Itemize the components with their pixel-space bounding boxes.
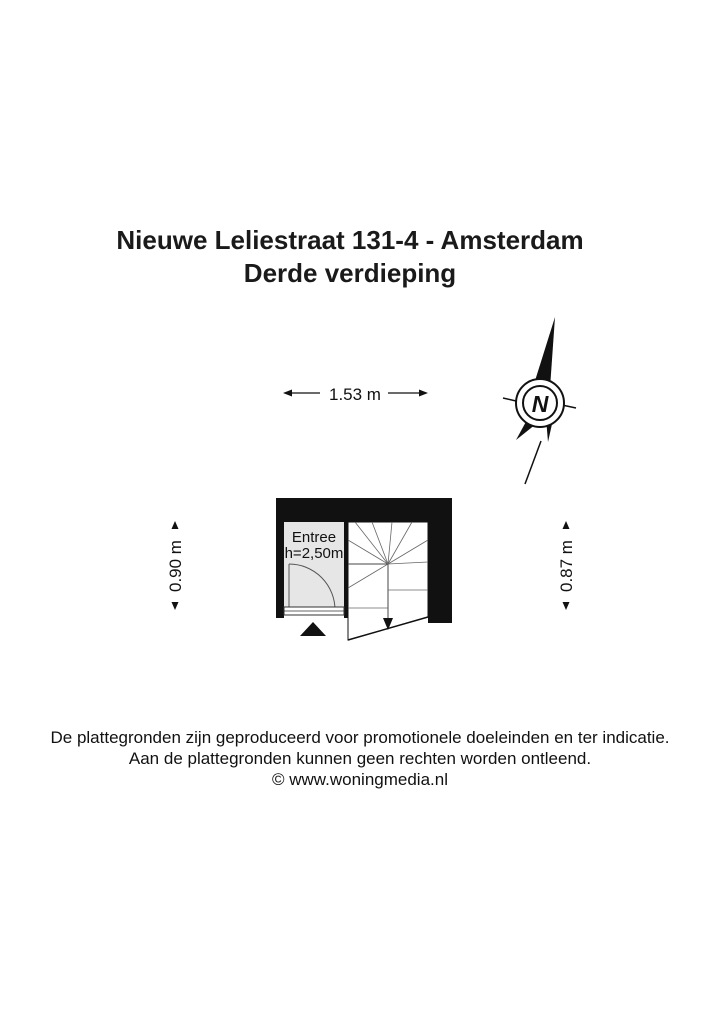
disclaimer-line-2: Aan de plattegronden kunnen geen rechten worden ontleend.: [128, 749, 592, 768]
width-dimension-label: 1.53 m: [329, 385, 381, 404]
entree-room-height: h=2,50m: [284, 545, 344, 562]
width-dimension: [283, 385, 428, 404]
left-height-dimension: [166, 521, 185, 610]
right-height-dimension: [557, 521, 576, 610]
entree-room-name: Entree: [291, 529, 337, 546]
left-height-label: 0.90 m: [166, 540, 185, 592]
compass-north-label: N: [531, 391, 549, 417]
right-height-label: 0.87 m: [557, 540, 576, 592]
entrance-arrow-icon: [300, 622, 326, 636]
address-title: Nieuwe Leliestraat 131-4 - Amsterdam: [116, 225, 584, 255]
disclaimer-line-1: De plattegronden zijn geproduceerd voor promotionele doeleinden en ter indicatie.: [50, 728, 670, 747]
floor-title: Derde verdieping: [243, 258, 457, 288]
copyright-line: © www.woningmedia.nl: [272, 770, 448, 789]
staircase: [348, 522, 428, 640]
entree-room: [284, 522, 344, 615]
compass-icon: [503, 317, 576, 484]
